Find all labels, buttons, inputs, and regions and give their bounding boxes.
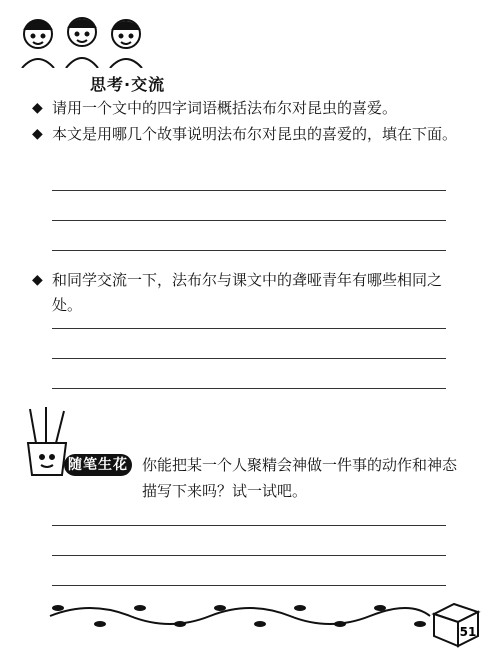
answer-line[interactable] — [52, 250, 446, 251]
answer-line[interactable] — [52, 388, 446, 389]
answer-line[interactable] — [52, 358, 446, 359]
question-3-text: 和同学交流一下，法布尔与课文中的聋哑青年有哪些相同之处。 — [52, 271, 443, 314]
vine-border-icon — [40, 596, 440, 636]
answer-line[interactable] — [52, 220, 446, 221]
diamond-bullet-icon: ◆ — [32, 100, 43, 116]
section-title: 思考·交流 — [90, 75, 166, 94]
answer-line[interactable] — [52, 328, 446, 329]
answer-line[interactable] — [52, 525, 446, 526]
children-illustration-icon — [10, 8, 160, 68]
suibi-badge: 随笔生花 — [64, 454, 132, 476]
question-2 — [32, 122, 462, 147]
answer-line[interactable] — [52, 555, 446, 556]
page-number-cube-icon — [428, 600, 484, 650]
question-1-text: 请用一个文中的四字词语概括法布尔对昆虫的喜爱。 — [52, 99, 398, 117]
suibi-prompt: 你能把某一个人聚精会神做一件事的动作和神态描写下来吗？试一试吧。 — [142, 456, 458, 500]
diamond-bullet-icon: ◆ — [32, 272, 43, 288]
question-1 — [32, 96, 462, 121]
page-number: 51 — [459, 625, 477, 639]
answer-line[interactable] — [52, 190, 446, 191]
question-3 — [32, 268, 462, 318]
answer-line[interactable] — [52, 585, 446, 586]
question-2-text: 本文是用哪几个故事说明法布尔对昆虫的喜爱的，填在下面。 — [52, 125, 458, 143]
diamond-bullet-icon: ◆ — [32, 126, 43, 142]
